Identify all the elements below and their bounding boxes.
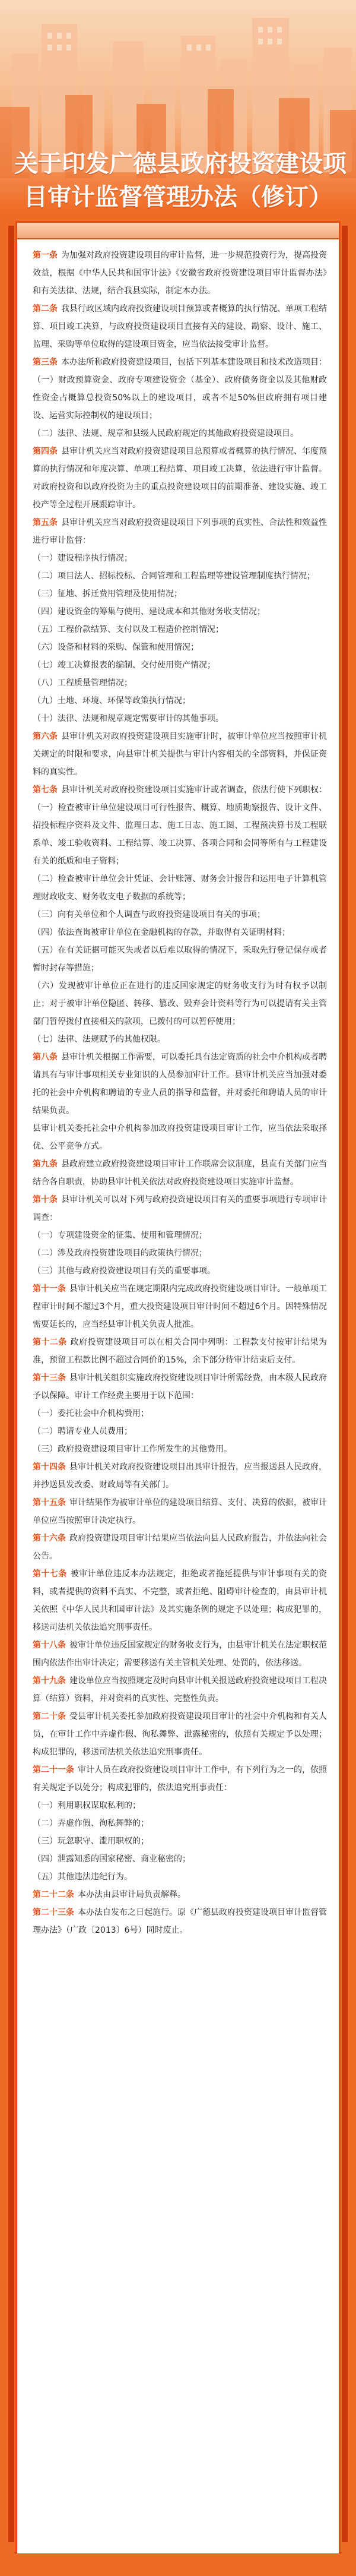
article-text: （二）涉及政府投资建设项目的政策执行情况； [33,1249,207,1258]
article-paragraph [33,585,327,603]
article-paragraph [33,674,327,692]
article-number: 第六条 [33,732,58,741]
article-paragraph [33,621,327,639]
article-paragraph [33,1529,327,1565]
article-paragraph [33,924,327,941]
article-paragraph [33,1494,327,1529]
article-paragraph [33,1672,327,1708]
article-paragraph [33,728,327,781]
article-paragraph [33,1120,327,1155]
article-text: （一）财政预算资金、政府专项建设资金（基金）、政府债务资金以及其他财政性资金占概算总投资50%以上的建设项目，或者不足50%但政府拥有项目建设、运营实际控制权的建设项目； [33,375,327,421]
article-number: 第十四条 [33,1462,66,1472]
article-text: （九）土地、环境、环保等政策执行情况； [33,696,190,706]
article-paragraph [33,710,327,728]
article-number: 第四条 [33,447,58,456]
article-text: 县审计机关可以对下列与政府投资建设项目有关的重要事项进行专项审计调查： [33,1195,327,1222]
article-text: （三）征地、拆迁费用管理及使用情况； [33,589,182,599]
article-number: 第十三条 [33,1373,66,1383]
article-number: 第九条 [33,1159,58,1169]
article-paragraph [33,1886,327,1904]
article-number: 第二十三条 [33,1908,74,1917]
article-paragraph [33,941,327,977]
article-paragraph [33,1815,327,1832]
article-text: 县审计机关应当在规定期限内完成政府投资建设项目审计。一般单项工程审计时间不超过3个月，重大投资建设项目审计时间不超过6个月。因特殊情况需要延长的，应当经县审计机关负责人批准。 [33,1284,327,1329]
article-text: （三）向有关单位和个人调查与政府投资建设项目有关的事项； [33,910,265,919]
article-text: 审计结果作为被审计单位的建设项目结算、支付、决算的依据，被审计单位应当按照审计决定执行。 [33,1498,327,1525]
article-paragraph [33,1423,327,1440]
article-text: 建设单位应当按照规定及时向县审计机关报送政府投资建设项目工程决算（结算）资料，并对资料的真实性、完整性负责。 [33,1676,327,1703]
article-paragraph [33,906,327,924]
article-text: （五）在有关证据可能灭失或者以后难以取得的情况下，采取先行登记保存或者暂时封存等措施； [33,946,327,973]
article-number: 第十一条 [33,1284,66,1294]
footer-band [0,2554,356,2576]
article-paragraph [33,692,327,710]
article-paragraph [33,1191,327,1227]
article-text: 县审计机关根据工作需要，可以委托具有法定资质的社会中介机构或者聘请具有与审计事项相关专业知识的人员参加审计工作。县审计机关应当加强对委托的社会中介机构和聘请的专业人员的指导和监督，并对委托和聘请人员的审计结果负责。 [33,1052,327,1115]
article-paragraph [33,1405,327,1423]
article-number: 第八条 [33,1052,58,1062]
article-text: 县审计机关对政府投资建设项目实施审计时，被审计单位应当按照审计机关规定的时限和要求，向县审计机关提供与审计内容相关的全部资料，并保证资料的真实性。 [33,732,327,777]
article-paragraph [33,1832,327,1850]
title-line-2: 目审计监督管理办法（修订） [24,184,332,211]
article-number: 第十七条 [33,1569,67,1579]
article-paragraph [33,656,327,674]
article-number: 第二条 [33,304,58,314]
document-card [15,221,341,2555]
page-title [14,147,347,214]
article-text: （一）建设程序执行情况； [33,554,132,563]
article-number: 第十九条 [33,1676,66,1686]
article-number: 第三条 [33,358,58,367]
article-text: 被审计单位违反本办法规定，拒绝或者拖延提供与审计事项有关的资料，或者提供的资料不真实、不完整，或者拒绝、阻碍审计检查的，由县审计机关依照《中华人民共和国审计法》及其实施条例的规定予以处理；构成犯罪的，移送司法机关依法追究刑事责任。 [33,1569,328,1632]
article-number: 第二十二条 [33,1890,74,1899]
article-text: （二）检查被审计单位会计凭证、会计账簿、财务会计报告和运用电子计算机管理财政收支、财务收支电子数据的系统等； [33,874,327,902]
right-decor-bar [342,226,348,2542]
article-paragraph [33,549,327,567]
article-paragraph [33,425,327,442]
article-paragraph [33,977,327,1031]
article-number: 第十八条 [33,1641,66,1650]
article-paragraph [33,371,327,425]
article-text: （一）委托社会中介机构费用； [33,1409,149,1418]
article-text: （八）工程质量管理情况； [33,678,132,688]
article-text: （三）政府投资建设项目审计工作所发生的其他费用。 [33,1445,232,1454]
article-text: 本办法自发布之日起施行。原《广德县政府投资建设项目审计监督管理办法》（广政〔2013〕6号）同时废止。 [33,1908,327,1935]
article-text: （五）其他违法违纪行为。 [33,1872,132,1882]
article-paragraph [33,639,327,656]
header-banner [0,0,356,214]
article-text: （四）泄露知悉的国家秘密、商业秘密的； [33,1854,190,1864]
article-paragraph [33,1708,327,1761]
article-text: 县审计机关应当对政府投资建设项目总预算或者概算的执行情况、年度预算的执行情况和年度决算、单项工程结算、项目竣工决算，依法进行审计监督。对政府投资和以政府投资为主的重点投资建设项目的前期准备、建设实施、竣工投产等全过程开展跟踪审计。 [33,447,327,510]
article-paragraph [33,246,327,300]
article-number: 第十条 [33,1195,58,1205]
article-text: 为加强对政府投资建设项目的审计监督，进一步规范投资行为，提高投资效益，根据《中华人民共和国审计法》《安徽省政府投资建设项目审计监督办法》和有关法律、法规，结合我县实际，制定本办法。 [33,251,327,296]
article-text: （一）检查被审计单位建设项目可行性报告、概算、地质勘察报告、设计文件、招投标程序资料及文件、监理日志、施工日志、施工图、工程预决算书及工程联系单、竣工验收资料、工程结算、竣工决算、各项合同和会同等所有与工程建设有关的纸质和电子资料； [33,803,327,866]
article-paragraph [33,1262,327,1280]
article-text: （二）法律、法规、规章和县级人民政府规定的其他政府投资建设项目。 [33,429,298,438]
article-text: 本办法由县审计局负责解释。 [78,1890,186,1899]
article-number: 第十六条 [33,1534,66,1543]
article-paragraph [33,1868,327,1886]
article-number: 第十二条 [33,1338,67,1347]
article-number: 第二十一条 [33,1765,74,1775]
article-paragraph [33,1636,327,1672]
article-text: （二）聘请专业人员费用； [33,1427,132,1436]
article-text: （一）利用职权谋取私利的； [33,1801,141,1810]
article-text: 县审计机关组织实施政府投资建设项目审计所需经费，由本级人民政府予以保障。审计工作经费主要用于以下范围： [33,1373,327,1401]
article-paragraph [33,1904,327,1939]
article-text: （四）依法查询被审计单位在金融机构的存款，并取得有关证明材料； [33,928,290,937]
article-text: 本办法所称政府投资建设项目，包括下列基本建设项目和技术改造项目： [61,358,327,367]
article-text: （五）工程价款结算、支付以及工程造价控制情况； [33,625,224,634]
article-text: 县审计机关对政府投资建设项目出具审计报告，应当报送县人民政府，并抄送县发改委、财政局等有关部门。 [33,1462,327,1490]
article-text: （二）项目法人、招标投标、合同管理和工程监理等建设管理制度执行情况； [33,571,315,581]
article-paragraph [33,1761,327,1797]
article-paragraph [33,1458,327,1494]
article-text: （七）法律、法规赋予的其他权限。 [33,1035,166,1044]
article-paragraph [33,799,327,870]
article-text: （三）其他与政府投资建设项目有关的重要事项。 [33,1266,215,1276]
article-paragraph [33,1565,327,1636]
article-text: 政府投资建设项目可以在相关合同中列明：工程款支付按审计结果为准，预留工程款比例不超过合同价的15%，余下部分待审计结束后支付。 [33,1338,328,1365]
article-number: 第七条 [33,785,58,795]
article-paragraph [33,567,327,585]
article-text: （一）专项建设资金的征集、使用和管理情况； [33,1231,207,1240]
left-decor-bar [8,226,14,2542]
article-paragraph [33,442,327,514]
article-text: 被审计单位违反国家规定的财务收支行为，由县审计机关在法定职权范围内依法作出审计决定；需要移送有关主管机关处理、处罚的，依法移送。 [33,1641,327,1668]
article-paragraph [33,1850,327,1868]
article-paragraph [33,514,327,549]
article-text: 县审计机关委托社会中介机构参加政府投资建设项目审计工作，应当依法采取择优、公平竞争方式。 [33,1124,327,1151]
article-number: 第一条 [33,251,58,260]
article-text: （三）玩忽职守、滥用职权的； [33,1837,149,1846]
article-text: 审计人员在政府投资建设项目审计工作中，有下列行为之一的，依照有关规定予以处分；构成犯罪的，依法追究刑事责任： [33,1765,327,1793]
article-paragraph [33,1244,327,1262]
article-text: 政府投资建设项目审计结果应当依法向县人民政府报告，并依法向社会公告。 [33,1534,327,1561]
article-text: （七）竣工决算报表的编制、交付使用资产情况； [33,660,215,670]
article-text: （二）弄虚作假、徇私舞弊的； [33,1819,149,1828]
article-paragraph [33,870,327,906]
article-paragraph [33,1280,327,1333]
card-header-strip [17,223,339,239]
article-text: （十）法律、法规和规章规定需要审计的其他事项。 [33,714,224,723]
title-line-1: 关于印发广德县政府投资建设项 [14,150,347,178]
article-paragraph [33,1333,327,1369]
article-paragraph [33,353,327,371]
article-paragraph [33,1227,327,1244]
article-text: 县审计机关对政府投资建设项目实施审计或者调查，依法行使下列职权： [61,785,327,795]
article-text: 受县审计机关委托参加政府投资建设项目审计的社会中介机构和有关人员，在审计工作中弄虚作假、徇私舞弊、泄露秘密的，依照有关规定予以处理；构成犯罪的，移送司法机关依法追究刑事责任。 [33,1712,327,1757]
article-paragraph [33,1155,327,1191]
article-paragraph [33,603,327,621]
article-paragraph [33,1797,327,1815]
article-paragraph [33,1440,327,1458]
article-paragraph [33,1031,327,1048]
document-body [17,239,339,1939]
article-text: 县政府建立政府投资建设项目审计工作联席会议制度，县直有关部门应当结合各自职责，协助县审计机关依法对政府投资建设项目实施审计监督。 [33,1159,327,1187]
article-paragraph [33,1048,327,1120]
article-paragraph [33,1369,327,1405]
article-text: 县审计机关应当对政府投资建设项目下列事项的真实性、合法性和效益性进行审计监督： [33,518,327,545]
article-text: （六）设备和材料的采购、保管和使用情况； [33,643,199,652]
article-text: （四）建设资金的筹集与使用、建设成本和其他财务收支情况； [33,607,265,617]
article-paragraph [33,300,327,353]
article-paragraph [33,781,327,799]
article-number: 第二十条 [33,1712,66,1721]
article-number: 第五条 [33,518,58,527]
article-number: 第十五条 [33,1498,66,1507]
article-text: 我县行政区域内政府投资建设项目预算或者概算的执行情况、单项工程结算、项目竣工决算，与政府投资建设项目直接有关的建设、勘察、设计、施工、监理、采购等单位取得的建设项目资金，应当依法接受审计监督。 [33,304,327,349]
article-text: （六）发现被审计单位正在进行的违反国家规定的财务收支行为时有权予以制止；对于被审计单位隐匿、转移、篡改、毁弃会计资料等行为可以提请有关主管部门暂停拨付直接相关的款项，已拨付的可以暂停使用； [33,981,327,1026]
